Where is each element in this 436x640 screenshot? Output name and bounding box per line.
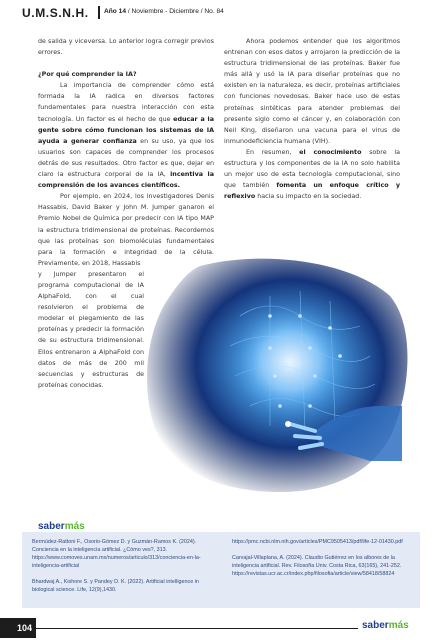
left-paragraph-2: La importancia de comprender cómo está formada la IA radica en diversos factores fundamentales para nuestra interacción con esta tecnología. Un factor es el hecho de que educar a la gente sobre cómo funcionan los sistemas de IA ayuda a generar confianza en su uso, ya que los usuarios son capaces de comprender los procesos detrás de sus resultados. Otro factor es que, dejar en claro la estructura corporal de la IA, incentiva la comprensión de los avances científicos. [38,82,214,190]
page-header [0,0,436,24]
reference-item: https://pmc.ncbi.nlm.nih.gov/articles/PMC9505413/pdf/life-12-01430.pdf [232,539,403,545]
emphasis-science: incentiva la comprensión de los avances científicos. [38,171,214,190]
right-column [224,36,400,202]
footer-rule [36,628,358,629]
page-number: 104 [0,618,36,638]
magazine-name: U.M.S.N.H. [22,6,89,20]
page-footer [0,618,436,640]
sabermas-logo [38,514,85,533]
logo-word-1: saber [38,521,65,532]
emphasis-trust: educar a la gente sobre cómo funcionan los sistemas de IA ayuda a generar confianza [38,115,214,145]
emphasis-knowledge: el conocimiento [299,148,362,156]
left-paragraph-3: Por ejemplo, en 2024, los investigadores Denis Hassabis, David Baker y John M. Jumper ganaron el Premio Nobel de Química por predecir con IA tipo MAP la estructura tridimensional de proteínas. Recordemos que las proteínas son biomoléculas fundamentales para la formación e integridad de la célula. Previamente, en 2018, Hassabis [38,193,214,267]
reference-item: Carvajal-Villaplana, A. (2024). Claudio Gutiérrez en los albores de la inteligencia artificial. Rev. Filosofía Univ. Costa Rica, 63(165), 241-252. https://revistas.ucr.ac.cr/index.php/filosofia/article/view/58418/58824 [232,555,402,578]
footer-logo-word-2: más [388,620,409,631]
left-paragraph-3-continued: y Jumper presentaron el programa computacional de IA AlphaFold, con el cual resolvieron el problema de modelar el plegamiento de las proteínas y predecir la formación de su estructura tridimensional. Ellos entrenaron a AlphaFold con datos de más de 200 mil secuencias y estructuras de proteínas conocidas. [38,270,144,389]
footer-logo [362,620,409,631]
emphasis-critical: fomenta un enfoque crítico y reflexivo [224,182,400,201]
header-divider [98,6,100,19]
logo-word-2: más [64,521,85,532]
references-left [32,538,212,603]
issue-detail: / Noviembre - Diciembre / No. 84 [127,8,224,15]
issue-year: Año 14 [104,8,126,15]
left-paragraph-1: de salida y viceversa. Lo anterior logra corregir previos errores. [38,38,214,57]
reference-item: Bhardwaj A., Kishore S. y Pandey D. K. (2022). Artificial intelligence in biological science. Life, 12(9),1430. [32,579,199,594]
references-box [22,532,420,608]
issue-info [104,8,224,15]
right-paragraph-1: Ahora podemos entender que los algoritmos entrenan con esos datos y arrojaron la predicción de la estructura tridimensional de las proteínas. Baker fue más allá y usó la IA para diseñar proteínas que no existen en la naturaleza, es decir, proteínas artificiales con funciones novedosas. Baker hace uso de estas proteínas sintéticas para atender problemas del presente siglo como el cáncer y, en colaboración con Neil King, diseñaron una vacuna para el virus de inmunodeficiencia humana (VIH). [224,38,400,145]
right-paragraph-2: En resumen, el conocimiento sobre la estructura y los componentes de la IA no solo habilita un mejor uso de esta tecnología computacional, sino que también fomenta un enfoque crítico y reflexivo hacia su impacto en la sociedad. [224,148,400,201]
section-heading: ¿Por qué comprender la IA? [38,71,137,79]
ai-brain-hand-illustration [140,256,412,494]
footer-logo-word-1: saber [362,620,389,631]
references-right [232,538,412,586]
reference-item: Bermúdez-Rattoni F., Osorio-Gómez D. y Guzmán-Ramos K. (2024). Conciencia en la inteligencia artificial. ¿Cómo ves?, 313. https://www.comoves.unam.mx/numeros/articulo/313/conciencia-en-la-inteligencia-artificial [32,539,201,570]
